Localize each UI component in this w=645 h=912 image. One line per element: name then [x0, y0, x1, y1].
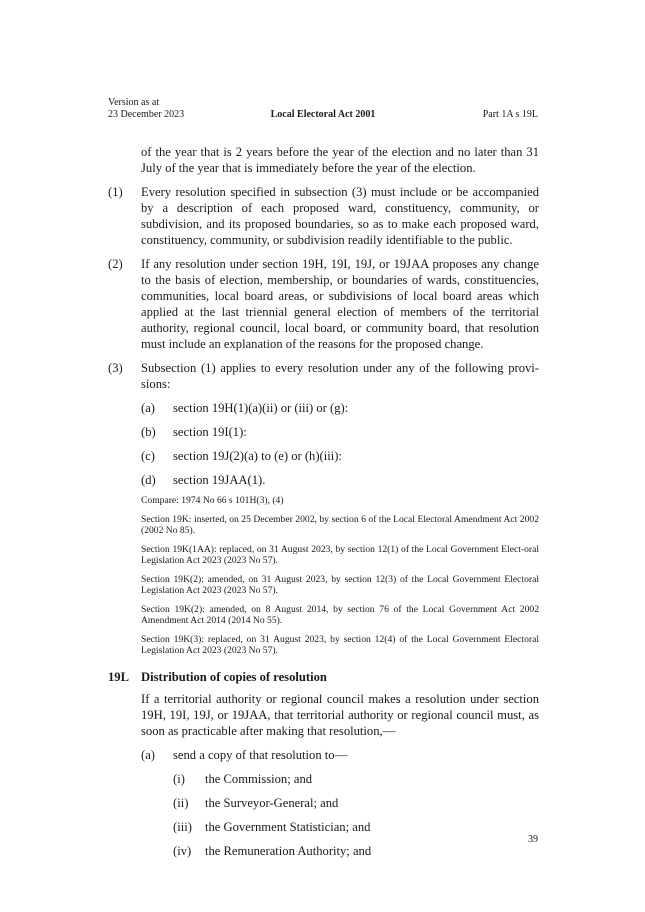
document-body: [108, 144, 539, 859]
item-label: (c): [141, 449, 155, 463]
page-number: 39: [528, 834, 538, 845]
subitem-text: the Government Statistician; and: [205, 819, 371, 834]
item-label: (a): [141, 747, 155, 762]
section-reference: Part 1A s 19L: [482, 109, 538, 120]
item-label: (a): [141, 401, 155, 415]
subitem-label: (i): [173, 771, 185, 786]
section-heading: [108, 669, 539, 685]
subsection-text: Subsection (1) applies to every resolution under any of the following provi-sions:: [141, 361, 539, 391]
sub-list-item: [173, 771, 539, 787]
history-note: Section 19K(3): replaced, on 31 August 2023, by section 12(4) of the Local Government Electoral Legislation Act 2023 (2023 No 57).: [141, 633, 539, 656]
subitem-label: (iv): [173, 843, 192, 858]
subitem-text: the Remuneration Authority; and: [205, 843, 372, 858]
sub-list-item: [173, 819, 539, 835]
subsection-number: (1): [108, 185, 123, 199]
item-text: section 19I(1):: [173, 425, 247, 439]
subitem-label: (iii): [173, 819, 192, 834]
item-text: send a copy of that resolution to—: [173, 747, 348, 762]
list-item: [141, 747, 539, 763]
subsection-2: [108, 256, 539, 352]
item-label: (b): [141, 425, 156, 439]
subsection-1: [108, 184, 539, 248]
subsection-number: (2): [108, 257, 123, 271]
subsection-number: (3): [108, 361, 123, 375]
sub-list-item: [173, 843, 539, 859]
section-title: Distribution of copies of resolution: [141, 669, 327, 684]
item-text: section 19JAA(1).: [173, 473, 266, 487]
history-note: Section 19K(2): amended, on 31 August 2023, by section 12(3) of the Local Government Electoral Legislation Act 2023 (2023 No 57).: [141, 573, 539, 596]
history-note: Compare: 1974 No 66 s 101H(3), (4): [141, 495, 284, 506]
item-text: section 19H(1)(a)(ii) or (iii) or (g):: [173, 401, 349, 415]
list-item: [141, 424, 539, 440]
subsection-text: Every resolution specified in subsection (3) must include or be accompanied by a description of each proposed ward, constituency, community, or subdivision, and its proposed boundaries, so as to make each proposed ward, constituency, community, or subdivision readily identifiable to the public.: [141, 185, 539, 247]
version-date: 23 December 2023: [108, 109, 185, 120]
history-note: Section 19K(2): amended, on 8 August 2014, by section 76 of the Local Government Act 2002 Amendment Act 2014 (2014 No 55).: [141, 603, 539, 626]
history-note: Section 19K: inserted, on 25 December 2002, by section 6 of the Local Electoral Amendment Act 2002 (2002 No 85).: [141, 513, 539, 536]
version-label: Version as at: [108, 97, 160, 108]
subitem-text: the Commission; and: [205, 771, 313, 786]
history-note: Section 19K(1AA): replaced, on 31 August 2023, by section 12(1) of the Local Government Elect-oral Legislation Act 2023 (2023 No 57).: [141, 543, 539, 566]
continuation-paragraph: of the year that is 2 years before the year of the election and no later than 31 July of the year that is immediately before the year of the election.: [141, 145, 539, 175]
subitem-label: (ii): [173, 795, 189, 810]
item-label: (d): [141, 473, 156, 487]
list-item: [141, 400, 539, 416]
page-header: [108, 97, 538, 121]
act-title: Local Electoral Act 2001: [270, 109, 376, 120]
section-number: 19L: [108, 669, 129, 684]
list-item: [141, 472, 539, 488]
subsection-text: If any resolution under section 19H, 19I, 19J, or 19JAA proposes any change to the basis of election, membership, or boundaries of wards, constituencies, communities, local board areas, or subdivisions of local board areas which applied at the last triennial general election of members of the territorial authority, regional council, local board, or community board, that resolution must include an explanation of the reasons for the proposed change.: [141, 257, 539, 351]
subsection-3: [108, 360, 539, 392]
section-intro: If a territorial authority or regional council makes a resolution under section 19H, 19I, 19J, or 19JAA, that territorial authority or regional council must, as soon as practicable after making that resolution,—: [141, 691, 539, 738]
sub-list-item: [173, 795, 539, 811]
item-text: section 19J(2)(a) to (e) or (h)(iii):: [173, 449, 342, 463]
list-item: [141, 448, 539, 464]
subitem-text: the Surveyor-General; and: [205, 795, 339, 810]
